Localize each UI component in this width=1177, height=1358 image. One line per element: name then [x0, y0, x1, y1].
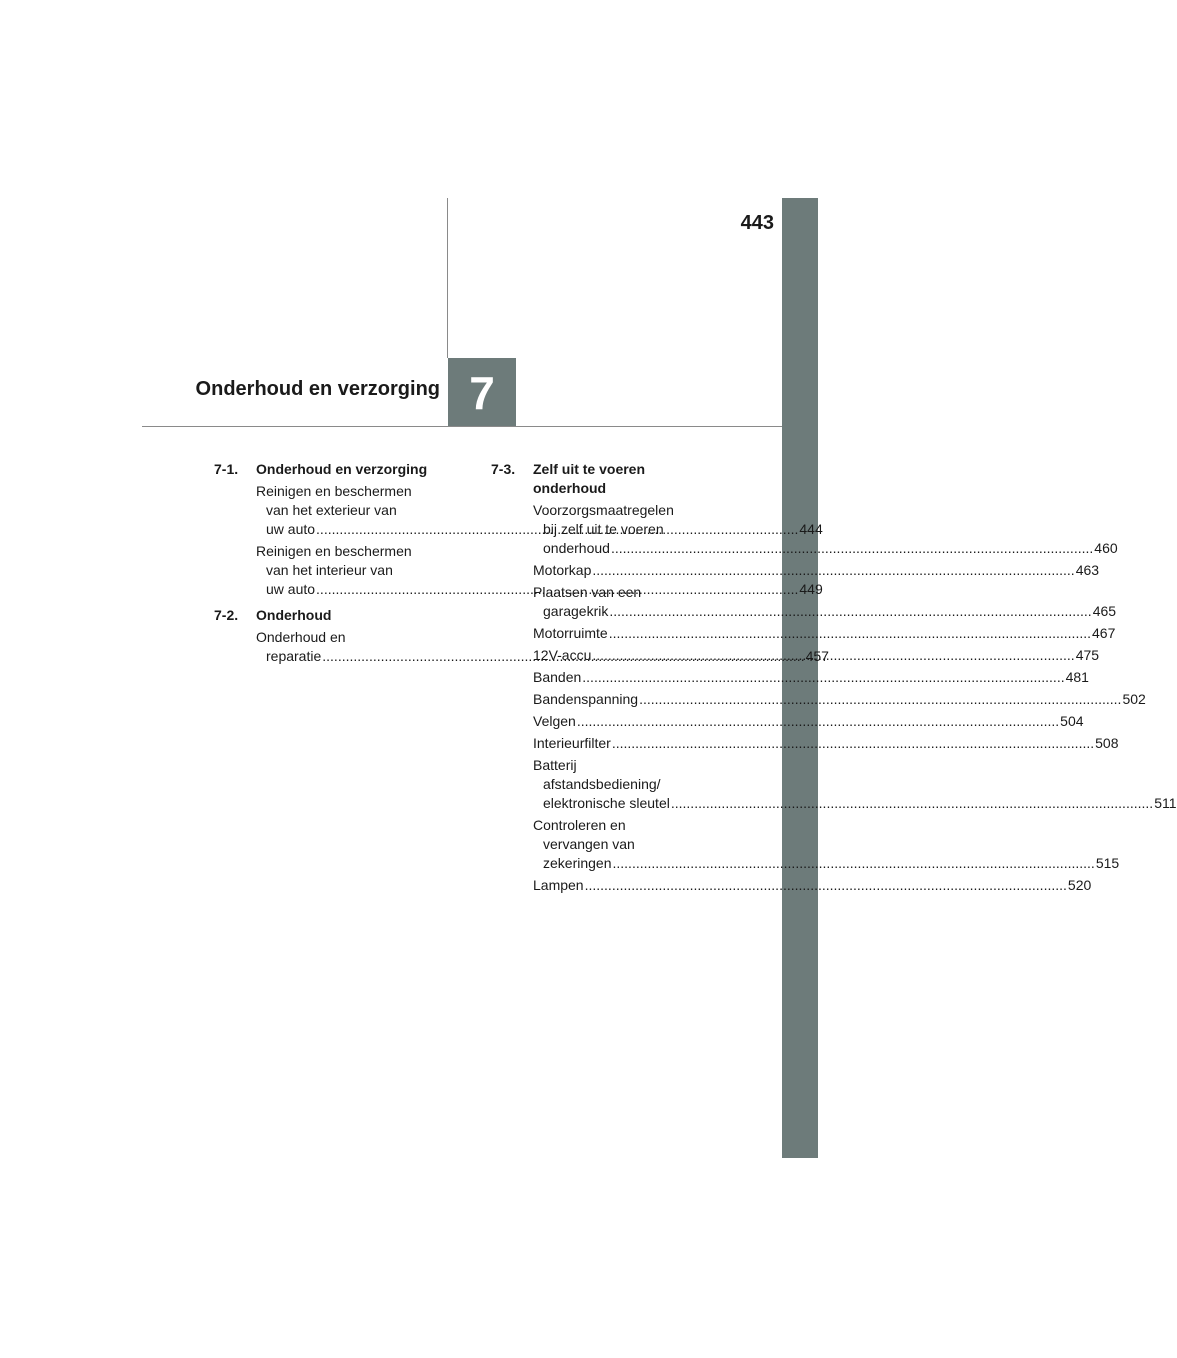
entry-text-line: Motorruimte	[533, 625, 608, 641]
toc-entry[interactable]	[533, 876, 1092, 895]
dot-leader	[577, 712, 1059, 731]
entry-page-number: 520	[1067, 877, 1092, 893]
section-title-line: onderhoud	[533, 480, 607, 496]
entry-last-line	[533, 734, 1119, 753]
entry-text-line: elektronische sleutel	[543, 795, 670, 811]
entry-text-line: Batterij	[533, 757, 577, 773]
entry-text-line: uw auto	[266, 521, 316, 537]
section-heading	[214, 460, 466, 479]
toc-entry[interactable]	[533, 624, 1116, 643]
entry-text-line: Plaatsen van een	[533, 584, 642, 600]
dot-leader	[582, 668, 1064, 687]
section-title-line: Zelf uit te voeren	[533, 461, 646, 477]
entry-text-line: Reinigen en beschermen	[256, 483, 412, 499]
entry-last-line	[533, 624, 1116, 643]
section-title-line: Onderhoud en verzorging	[256, 461, 428, 477]
dot-leader	[613, 855, 1095, 871]
dot-leader	[639, 690, 1121, 709]
section-number: 7-1.	[214, 461, 239, 477]
entry-last-line	[533, 668, 1089, 687]
entry-page-number: 481	[1065, 669, 1089, 685]
toc-entry[interactable]	[533, 756, 1177, 813]
entry-last-line	[533, 712, 1084, 731]
entry-page-number: 463	[1075, 562, 1100, 578]
entry-text-line: reparatie	[266, 648, 322, 664]
entry-text-line: Bandenspanning	[533, 691, 639, 707]
entry-text-line: bij zelf uit te voeren	[543, 521, 664, 537]
section-heading	[491, 460, 740, 498]
entry-page-number: 515	[1095, 855, 1120, 871]
entry-text-line: Reinigen en beschermen	[256, 543, 412, 559]
vertical-divider	[447, 198, 448, 358]
entry-text-line: uw auto	[266, 581, 316, 597]
entry-last-line	[533, 539, 1118, 558]
entry-text-line: van het interieur van	[266, 562, 393, 578]
entry-text-line: Motorkap	[533, 562, 592, 578]
section-title	[256, 460, 466, 479]
entry-last-line	[533, 794, 1177, 813]
dot-leader	[611, 540, 1093, 556]
toc-entry[interactable]	[533, 561, 1100, 580]
dot-leader	[609, 603, 1091, 619]
section-number: 7-3.	[491, 461, 516, 477]
dot-leader	[671, 795, 1153, 811]
chapter-number-box: 7	[448, 358, 516, 426]
entry-text-line: Controleren en	[533, 817, 626, 833]
chapter-title: Onderhoud en verzorging	[195, 378, 440, 400]
horizontal-divider	[142, 426, 782, 427]
section-title	[533, 460, 740, 498]
entry-page-number: 457	[805, 648, 829, 664]
section-number: 7-2.	[214, 607, 239, 623]
toc-entry[interactable]	[533, 690, 1146, 709]
entry-text-line: Velgen	[533, 713, 576, 729]
entry-text-line: Interieurfilter	[533, 735, 611, 751]
entry-last-line	[533, 854, 1120, 873]
section-title-line: Onderhoud	[256, 607, 332, 623]
toc-entry[interactable]	[533, 712, 1084, 731]
toc-entry[interactable]	[533, 816, 1120, 873]
toc-entry[interactable]	[533, 668, 1089, 687]
entry-page-number: 444	[799, 521, 823, 537]
entry-page-number: 502	[1122, 691, 1146, 707]
entry-text-line: afstandsbediening/	[543, 776, 661, 792]
entry-last-line	[533, 690, 1146, 709]
entry-page-number: 511	[1154, 795, 1177, 811]
entry-text-line: onderhoud	[543, 540, 610, 556]
entry-text-line: Banden	[533, 669, 582, 685]
dot-leader	[592, 646, 1074, 665]
page-number: 443	[740, 212, 774, 234]
entry-last-line	[533, 561, 1100, 580]
entry-page-number: 465	[1092, 603, 1117, 619]
entry-page-number: 508	[1095, 735, 1119, 751]
section-title	[256, 606, 466, 625]
entry-text-line: zekeringen	[543, 855, 612, 871]
entry-text-line: vervangen van	[543, 836, 635, 852]
entry-text-line: Onderhoud en	[256, 629, 346, 645]
entry-page-number: 504	[1060, 713, 1084, 729]
entry-page-number: 467	[1092, 625, 1116, 641]
entry-text-line: 12V-accu	[533, 647, 592, 663]
dot-leader	[612, 734, 1094, 753]
entry-text-line: Lampen	[533, 877, 584, 893]
entry-last-line	[533, 876, 1092, 895]
entry-page-number: 475	[1075, 647, 1100, 663]
entry-page-number: 460	[1094, 540, 1118, 556]
entry-text-line: Voorzorgsmaatregelen	[533, 502, 674, 518]
toc-entry[interactable]	[533, 734, 1119, 753]
entry-last-line	[533, 602, 1117, 621]
dot-leader	[609, 624, 1091, 643]
dot-leader	[585, 876, 1067, 895]
entry-text-line: garagekrik	[543, 603, 609, 619]
entry-page-number: 449	[799, 581, 823, 597]
section-heading	[214, 606, 466, 625]
dot-leader	[592, 561, 1074, 580]
entry-text-line: van het exterieur van	[266, 502, 397, 518]
